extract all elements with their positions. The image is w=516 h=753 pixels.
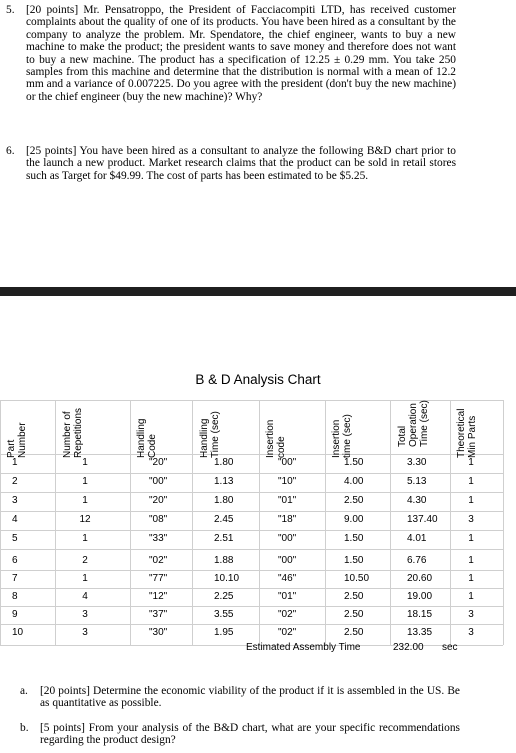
sub-question-b-text: [5 points] From your analysis of the B&D chart, what are your specific recommendations regarding the product design? (40, 722, 460, 747)
hdr-insertion-code-label: Insertion code (265, 419, 287, 458)
cell-insertion-time: 10.50 (344, 573, 370, 584)
cell-handling-time: 2.51 (214, 533, 234, 544)
cell-insertion-time: 1.50 (344, 533, 364, 544)
cell-insertion-code: "01" (278, 495, 297, 506)
cell-total-time: 4.30 (407, 495, 427, 506)
grid-vline (55, 400, 56, 645)
cell-part-number: 8 (12, 591, 18, 602)
cell-min-parts: 3 (468, 514, 474, 525)
cell-min-parts: 1 (468, 591, 474, 602)
cell-insertion-time: 1.50 (344, 555, 364, 566)
cell-insertion-code: "00" (278, 457, 297, 468)
cell-part-number: 7 (12, 573, 18, 584)
cell-insertion-code: "00" (278, 533, 297, 544)
cell-min-parts: 1 (468, 476, 474, 487)
grid-hline (0, 511, 503, 512)
cell-handling-code: "37" (149, 609, 168, 620)
cell-repetitions: 1 (82, 573, 88, 584)
cell-handling-time: 1.95 (214, 627, 234, 638)
estimated-assembly-time-unit: sec (442, 642, 458, 653)
hdr-insertion-time (331, 408, 364, 480)
grid-vline (192, 400, 193, 645)
grid-hline (0, 530, 503, 531)
estimated-assembly-time-value: 232.00 (393, 642, 424, 653)
cell-part-number: 9 (12, 609, 18, 620)
cell-total-time: 18.15 (407, 609, 433, 620)
cell-min-parts: 1 (468, 457, 474, 468)
cell-repetitions: 1 (82, 495, 88, 506)
cell-insertion-time: 2.50 (344, 495, 364, 506)
cell-min-parts: 1 (468, 495, 474, 506)
chart-title: B & D Analysis Chart (195, 372, 321, 387)
hdr-part-number (6, 408, 36, 480)
grid-hline (0, 624, 503, 625)
hdr-insertion-code (265, 408, 295, 480)
cell-repetitions: 1 (82, 457, 88, 468)
cell-insertion-code: "46" (278, 573, 297, 584)
cell-total-time: 5.13 (407, 476, 427, 487)
question-6-number: 6. (6, 145, 15, 157)
cell-part-number: 2 (12, 476, 18, 487)
hdr-number-of-repetitions (62, 408, 92, 480)
grid-hline (0, 570, 503, 571)
hdr-handling-time-label: Handling Time (sec) (199, 411, 221, 458)
cell-repetitions: 12 (79, 514, 91, 525)
hdr-theoretical-min-parts-label: Theoretical Min Parts (456, 408, 478, 458)
hdr-handling-time (199, 408, 229, 480)
cell-part-number: 10 (12, 627, 24, 638)
cell-insertion-code: "02" (278, 627, 297, 638)
cell-min-parts: 3 (468, 609, 474, 620)
hdr-part-number-label: Part Number (6, 422, 28, 458)
hdr-total-operation-time (397, 400, 430, 480)
cell-insertion-code: "00" (278, 555, 297, 566)
cell-handling-code: "20" (149, 495, 168, 506)
cell-handling-time: 1.88 (214, 555, 234, 566)
cell-part-number: 1 (12, 457, 18, 468)
grid-vline (503, 400, 504, 645)
sub-question-b-label: b. (20, 722, 29, 734)
estimated-assembly-time-label: Estimated Assembly Time (246, 642, 361, 653)
cell-total-time: 6.76 (407, 555, 427, 566)
sub-question-a (20, 685, 460, 710)
cell-handling-time: 1.80 (214, 495, 234, 506)
question-5 (6, 4, 456, 103)
cell-part-number: 5 (12, 533, 18, 544)
hdr-insertion-time-label: Insertion time (sec) (331, 414, 353, 458)
question-6 (6, 145, 456, 182)
hdr-theoretical-min-parts (456, 408, 486, 480)
cell-handling-code: "33" (149, 533, 168, 544)
divider-bar (0, 287, 516, 296)
hdr-total-operation-time-label: Total Operation Time (sec) (397, 400, 430, 447)
question-5-text: [20 points] Mr. Pensatroppo, the President of Facciacompiti LTD, has received customer complaints about the quality of one of its products. You have been hired as a consultant by the company to analyze the problem. Mr. Spendatore, the chief engineer, wants to buy a new machine to make the product; the president wants to save money and therefore does not want to buy a new machine. The product has a specification of 12.25 ± 0.29 mm. You take 250 samples from this machine and determine that the distribution is normal with a mean of 12.2 mm and a variance of 0.007225. Do you agree with the president (don't buy the new machine) or the chief engineer (buy the new machine)? Why? (26, 4, 456, 103)
cell-repetitions: 3 (82, 609, 88, 620)
cell-repetitions: 1 (82, 533, 88, 544)
cell-part-number: 4 (12, 514, 18, 525)
cell-total-time: 19.00 (407, 591, 433, 602)
grid-vline (130, 400, 131, 645)
hdr-handling-code-label: Handling Code (136, 418, 158, 458)
cell-total-time: 4.01 (407, 533, 427, 544)
cell-repetitions: 4 (82, 591, 88, 602)
cell-repetitions: 2 (82, 555, 88, 566)
cell-total-time: 137.40 (407, 514, 438, 525)
sub-question-b (20, 722, 460, 747)
grid-vline (259, 400, 260, 645)
cell-handling-time: 2.45 (214, 514, 234, 525)
cell-insertion-time: 9.00 (344, 514, 364, 525)
cell-handling-code: "08" (149, 514, 168, 525)
cell-part-number: 6 (12, 555, 18, 566)
hdr-handling-code (136, 408, 166, 480)
grid-hline (0, 606, 503, 607)
cell-handling-code: "30" (149, 627, 168, 638)
cell-insertion-time: 2.50 (344, 591, 364, 602)
grid-vline (0, 400, 1, 645)
grid-hline (0, 549, 503, 550)
grid-hline (0, 588, 503, 589)
cell-repetitions: 3 (82, 627, 88, 638)
sub-question-a-label: a. (20, 685, 28, 697)
grid-hline (0, 492, 503, 493)
cell-repetitions: 1 (82, 476, 88, 487)
cell-insertion-code: "02" (278, 609, 297, 620)
grid-vline (390, 400, 391, 645)
sub-question-a-text: [20 points] Determine the economic viability of the product if it is assembled in the US. Be as quantitative as possible. (40, 685, 460, 710)
question-5-number: 5. (6, 4, 15, 16)
question-6-text: [25 points] You have been hired as a consultant to analyze the following B&D chart prior to the launch a new product. Market research claims that the product can be sold in retail stores such as Target for $49.99. The cost of parts has been estimated to be $5.25. (26, 145, 456, 182)
cell-insertion-code: "18" (278, 514, 297, 525)
cell-min-parts: 3 (468, 627, 474, 638)
cell-total-time: 20.60 (407, 573, 433, 584)
cell-insertion-time: 2.50 (344, 627, 364, 638)
cell-total-time: 13.35 (407, 627, 433, 638)
cell-insertion-time: 1.50 (344, 457, 364, 468)
cell-handling-time: 2.25 (214, 591, 234, 602)
cell-handling-time: 10.10 (214, 573, 240, 584)
bd-analysis-table (0, 390, 516, 661)
cell-handling-code: "77" (149, 573, 168, 584)
cell-insertion-time: 2.50 (344, 609, 364, 620)
cell-handling-time: 1.13 (214, 476, 234, 487)
cell-min-parts: 1 (468, 555, 474, 566)
cell-handling-code: "20" (149, 457, 168, 468)
cell-insertion-time: 4.00 (344, 476, 364, 487)
cell-insertion-code: "10" (278, 476, 297, 487)
cell-insertion-code: "01" (278, 591, 297, 602)
cell-handling-code: "00" (149, 476, 168, 487)
cell-min-parts: 1 (468, 573, 474, 584)
hdr-number-of-repetitions-label: Number of Repetitions (62, 407, 84, 458)
cell-handling-code: "12" (149, 591, 168, 602)
cell-total-time: 3.30 (407, 457, 427, 468)
cell-handling-time: 3.55 (214, 609, 234, 620)
cell-handling-code: "02" (149, 555, 168, 566)
cell-part-number: 3 (12, 495, 18, 506)
cell-min-parts: 1 (468, 533, 474, 544)
cell-handling-time: 1.80 (214, 457, 234, 468)
grid-vline (325, 400, 326, 645)
